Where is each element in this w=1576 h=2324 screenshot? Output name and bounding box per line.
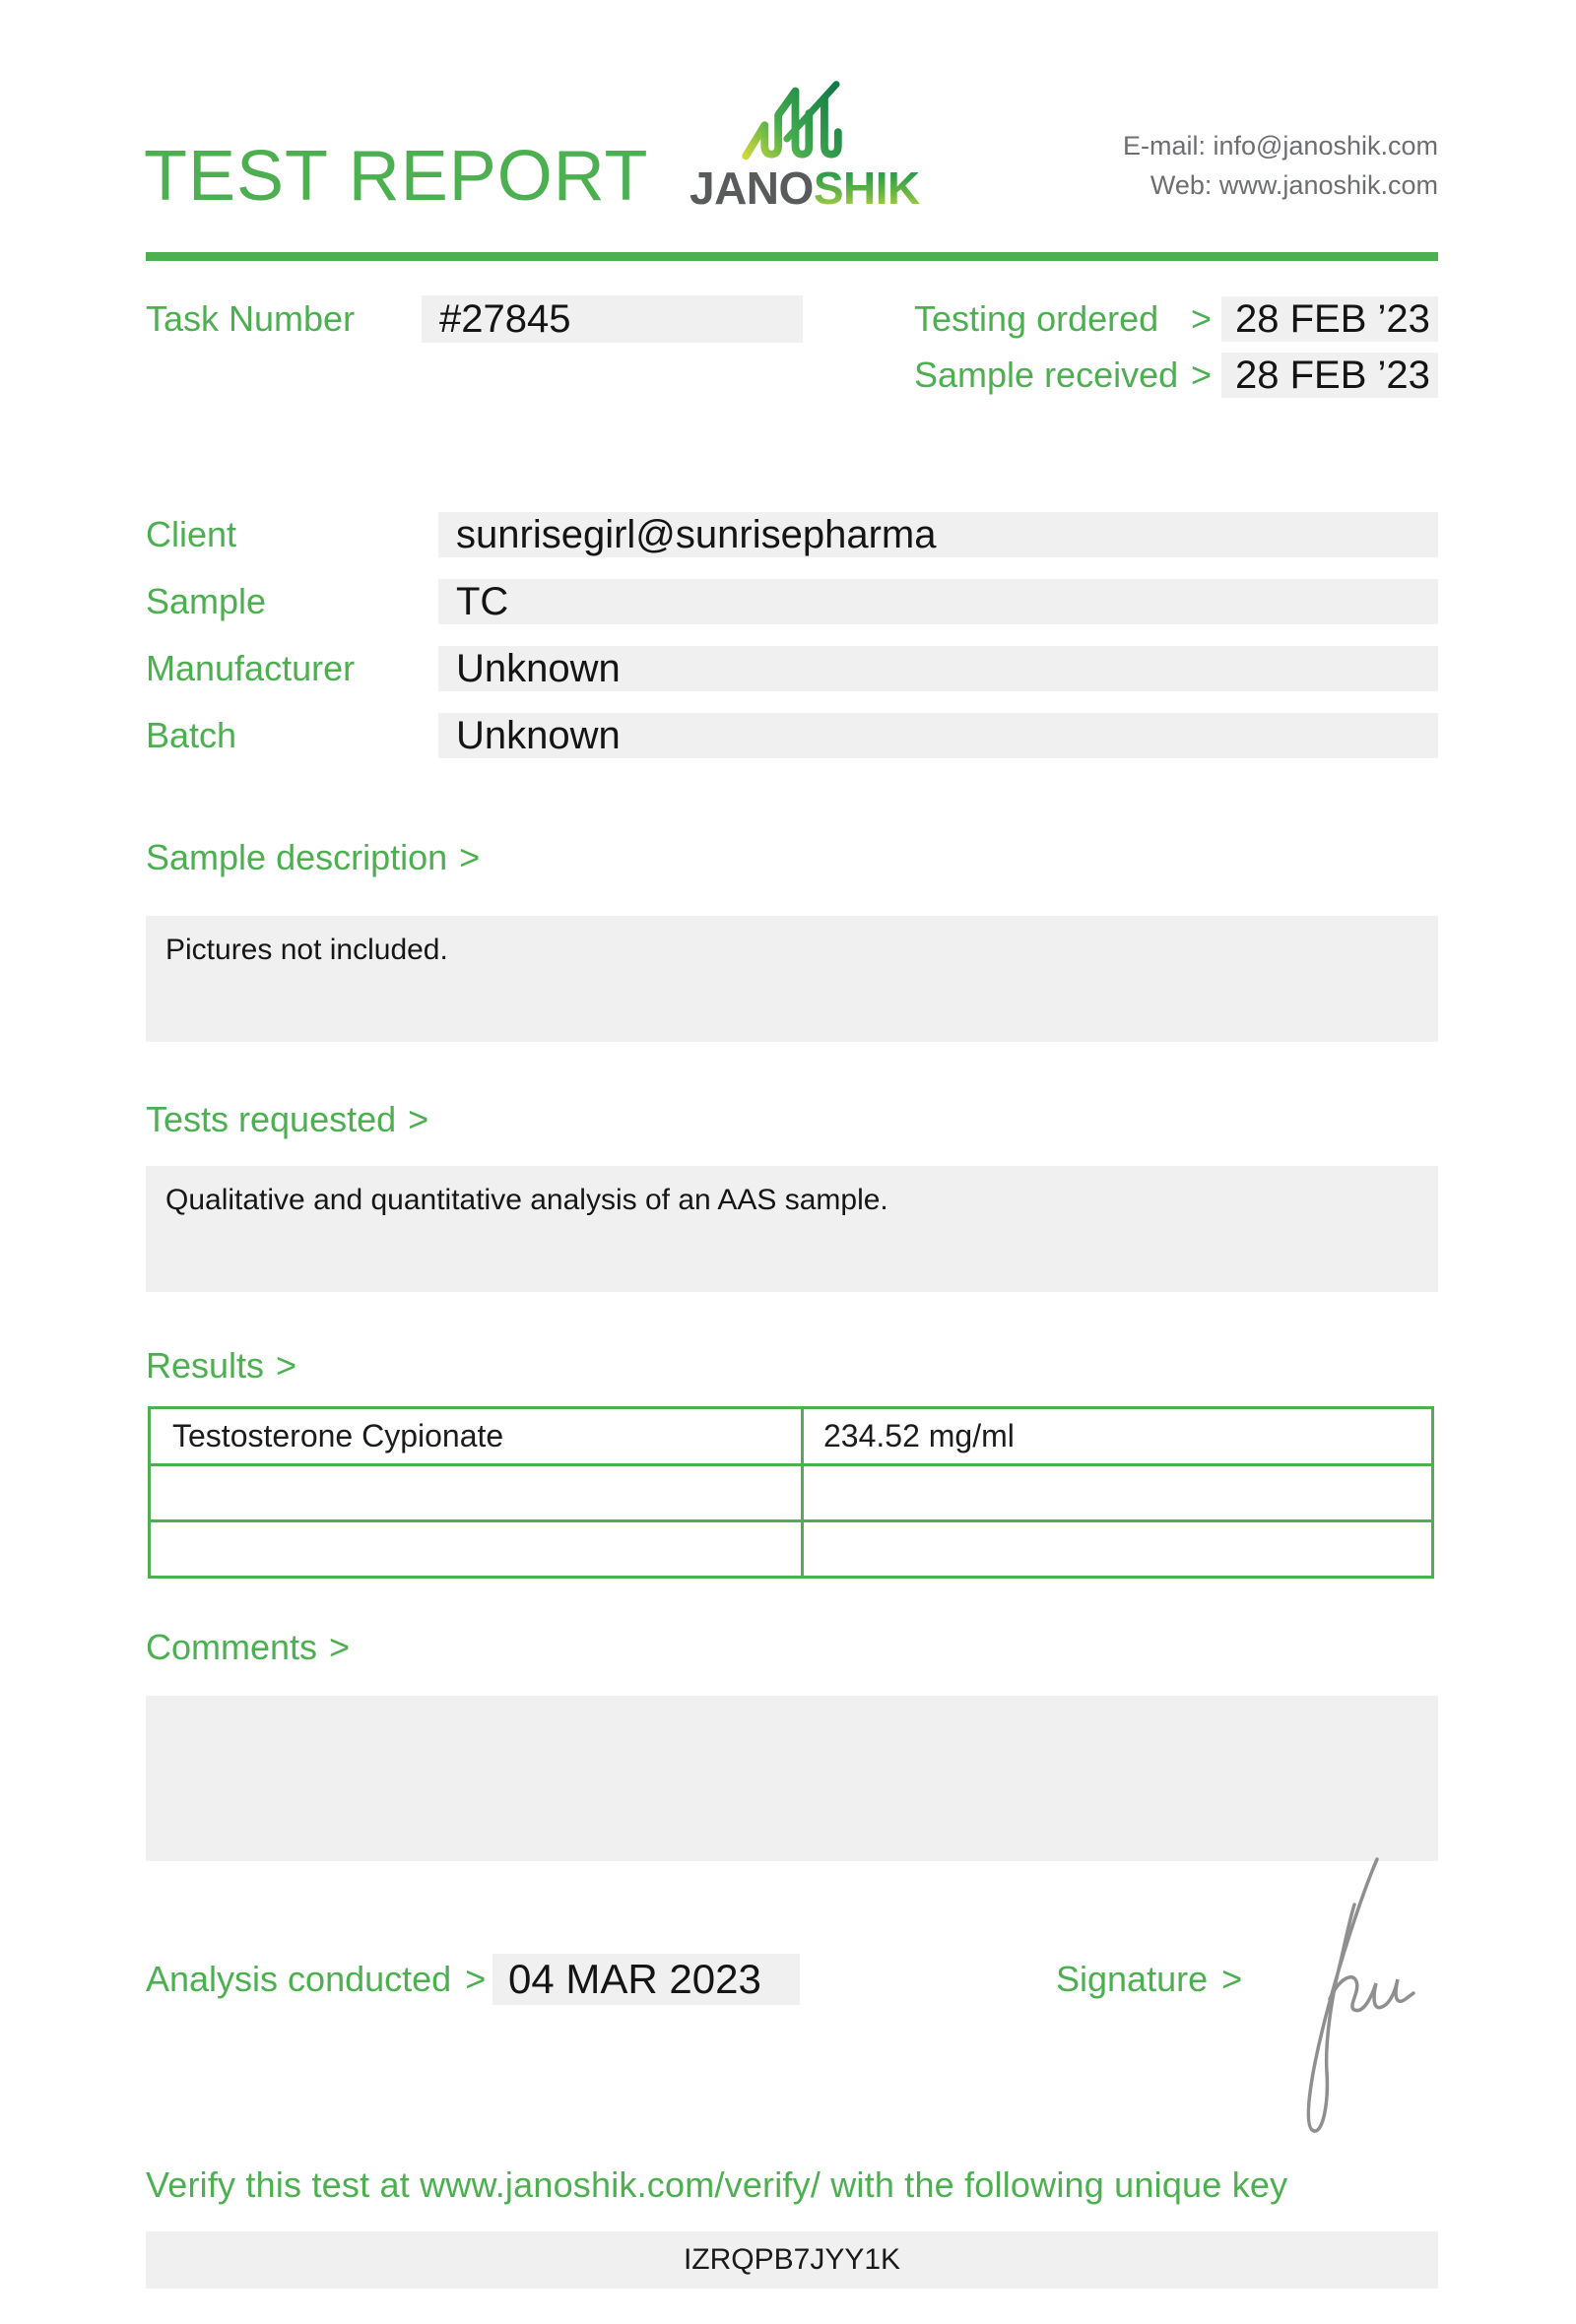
comments-body (146, 1696, 1438, 1727)
janoshik-wordmark (690, 161, 920, 215)
contact-block (965, 126, 1438, 205)
results-table-row (151, 1409, 1431, 1466)
results-table (148, 1406, 1434, 1579)
result-substance (151, 1522, 804, 1576)
testing-ordered-value: 28 FEB ’23 (1221, 296, 1438, 342)
manufacturer-label: Manufacturer (146, 648, 356, 688)
sample-description-heading-text: Sample description (146, 837, 448, 877)
comments-box (146, 1696, 1438, 1861)
tests-requested-arrow: > (408, 1099, 429, 1139)
results-table-row (151, 1522, 1431, 1576)
verify-instruction: Verify this test at www.janoshik.com/verify/ with the following unique key (146, 2164, 1288, 2205)
signature-text: Signature (1056, 1959, 1209, 1999)
header-divider (146, 252, 1438, 261)
contact-email: E-mail: info@janoshik.com (1122, 131, 1438, 161)
batch-label: Batch (146, 715, 237, 755)
testing-ordered-arrow: > (1190, 298, 1212, 339)
page-title: TEST REPORT (144, 137, 649, 216)
signature-label (1056, 1954, 1242, 2005)
results-heading (146, 1345, 296, 1387)
tests-requested-heading-text: Tests requested (146, 1099, 397, 1139)
handwritten-signature (1261, 1849, 1418, 2145)
tests-requested-box (146, 1166, 1438, 1292)
unique-key-value: IZRQPB7JYY1K (146, 2231, 1438, 2289)
task-number-label: Task Number (146, 298, 356, 339)
client-value: sunrisegirl@sunrisepharma (438, 512, 1438, 557)
sample-received-text: Sample received (914, 355, 1179, 395)
result-value (804, 1466, 1431, 1519)
sample-value: TC (438, 579, 1438, 624)
janoshik-chart-logo-icon (741, 73, 843, 167)
result-value (804, 1522, 1431, 1576)
sample-description-heading (146, 837, 480, 878)
sample-received-value: 28 FEB ’23 (1221, 353, 1438, 398)
signature-arrow: > (1221, 1959, 1243, 1999)
contact-web: Web: www.janoshik.com (1149, 170, 1438, 200)
sample-received-label (914, 353, 1212, 398)
analysis-conducted-arrow: > (465, 1959, 487, 1999)
tests-requested-heading (146, 1099, 428, 1140)
wordmark-shik: SHIK (813, 162, 920, 214)
analysis-date-value: 04 MAR 2023 (492, 1954, 800, 2005)
manufacturer-value: Unknown (438, 646, 1438, 691)
comments-arrow: > (329, 1627, 351, 1667)
results-arrow: > (276, 1345, 297, 1386)
sample-label: Sample (146, 581, 267, 621)
results-table-row (151, 1466, 1431, 1522)
comments-heading-text: Comments (146, 1627, 318, 1667)
analysis-conducted-label (146, 1954, 486, 2005)
tests-requested-body: Qualitative and quantitative analysis of an AAS sample. (165, 1184, 888, 1216)
sample-description-body: Pictures not included. (165, 934, 448, 966)
testing-ordered-label (914, 296, 1212, 342)
results-heading-text: Results (146, 1345, 265, 1386)
sample-description-arrow: > (459, 837, 481, 877)
wordmark-jano: JANO (690, 162, 814, 214)
result-substance: Testosterone Cypionate (151, 1409, 804, 1463)
comments-heading (146, 1627, 350, 1668)
sample-description-box (146, 916, 1438, 1042)
task-number-value: #27845 (422, 295, 803, 343)
batch-value: Unknown (438, 713, 1438, 758)
result-substance (151, 1466, 804, 1519)
analysis-conducted-text: Analysis conducted (146, 1959, 452, 1999)
sample-received-arrow: > (1190, 355, 1212, 395)
client-label: Client (146, 514, 237, 554)
testing-ordered-text: Testing ordered (914, 298, 1159, 339)
result-value: 234.52 mg/ml (823, 1418, 1015, 1453)
